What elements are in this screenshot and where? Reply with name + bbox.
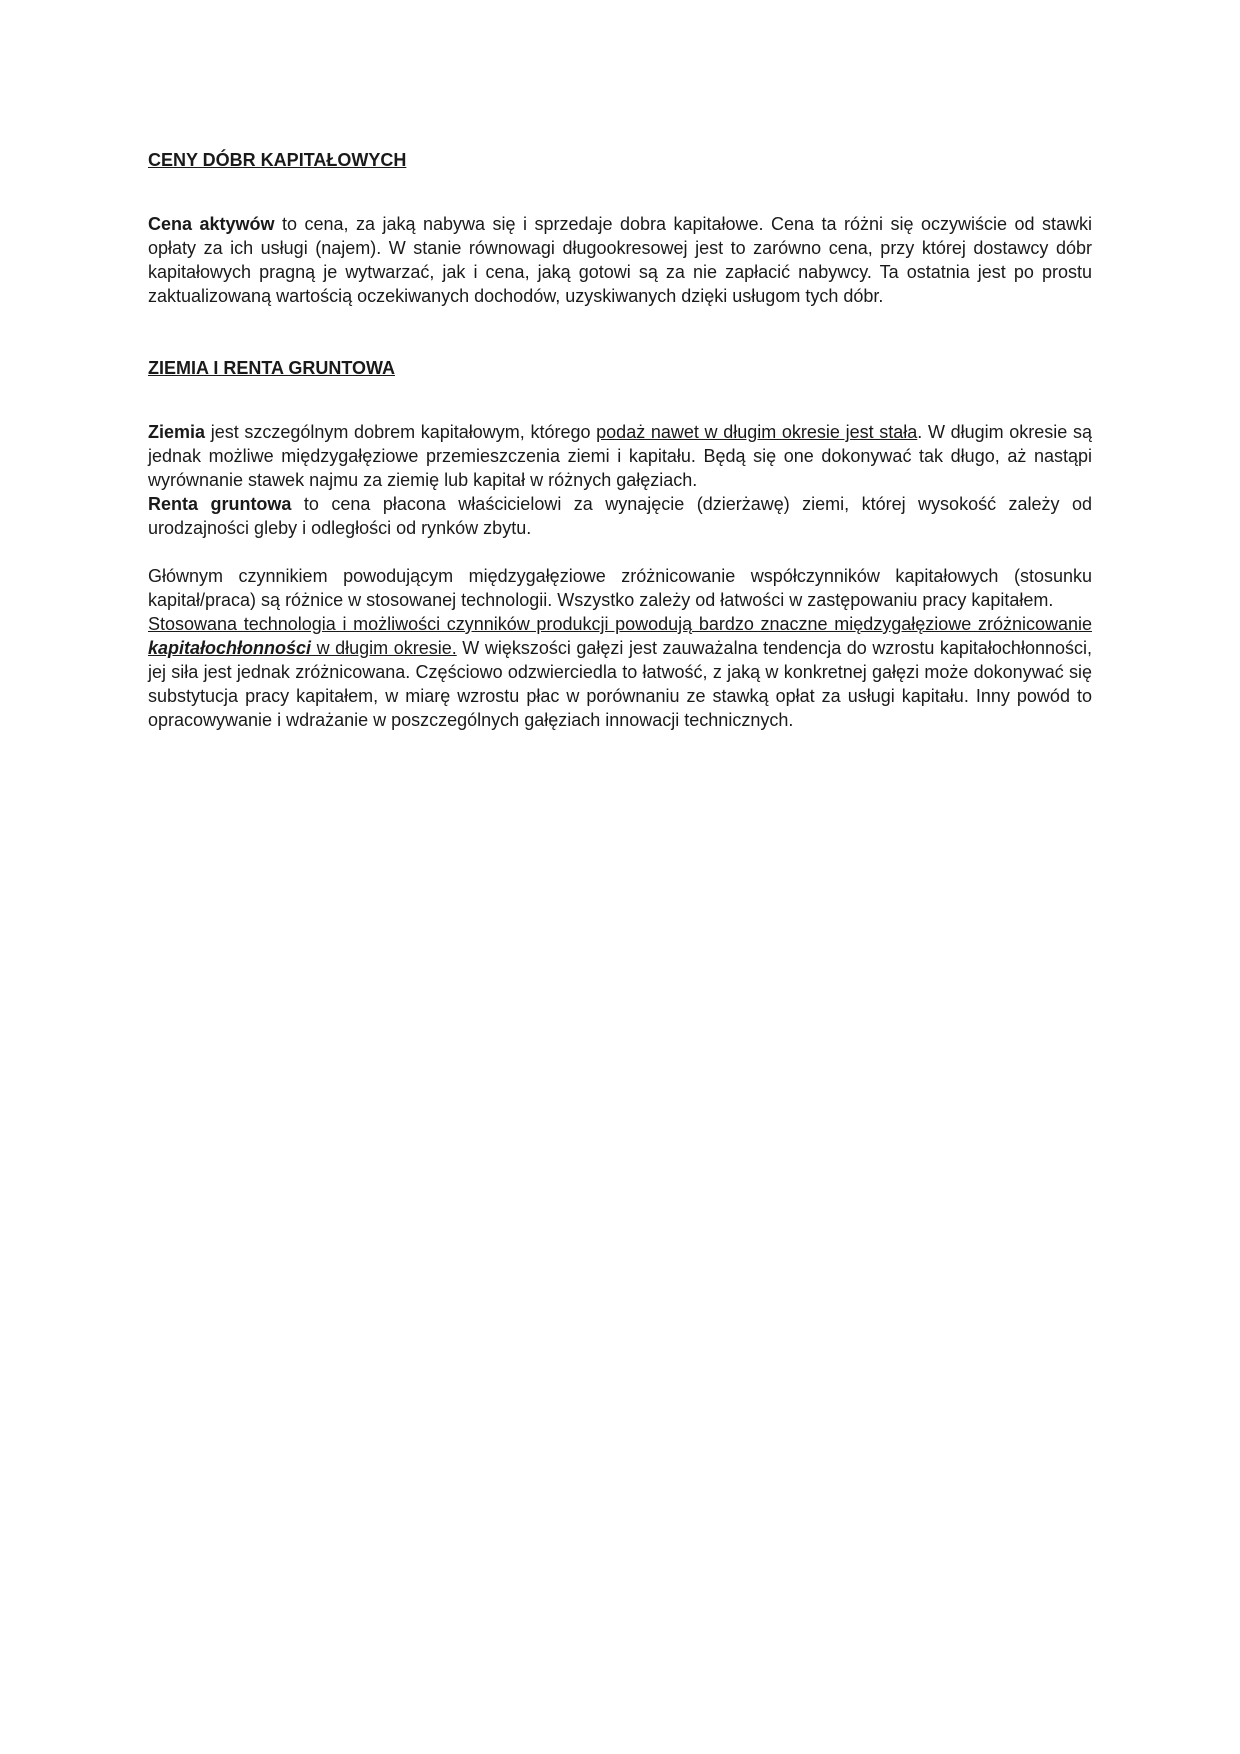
document-page [148,146,1092,732]
term-ground-rent: Renta gruntowa [148,494,292,514]
section-heading-capital-goods-prices: CENY DÓBR KAPITAŁOWYCH [148,150,407,170]
term-land: Ziemia [148,422,206,442]
paragraph-capital-coefficients [148,564,1092,732]
paragraph-capital-intensity-text: W większości gałęzi jest zauważalna tendencja do wzrostu kapitałochłonności, jej siła jest jednak zróżnicowana. Częściowo odzwierciedla to łatwość, z jaką w konkretnej gałęzi może dokonywać się substytucja pracy kapitałem, w miarę wzrostu płac w porównaniu ze stawką opłat za usługi kapitału. Inny powód to opracowywanie i wdrażanie w poszczególnych gałęziach innowacji technicznych. [148,638,1092,730]
section-heading-land-and-rent: ZIEMIA I RENTA GRUNTOWA [148,358,395,378]
paragraph-land-text-b: . W długim okresie są jednak możliwe międzygałęziowe przemieszczenia ziemi i kapitału. Będą się one dokonywać tak długo, aż nastąpi wyrównanie stawek najmu za ziemię lub kapitał w różnych gałęziach. [148,422,1092,490]
term-asset-price: Cena aktywów [148,214,275,234]
paragraph-asset-price [148,212,1092,308]
underlined-technology-a: Stosowana technologia i możliwości czynników produkcji powodują bardzo znaczne międzygałęziowe zróżnicowanie [148,614,1092,634]
underlined-fixed-supply: podaż nawet w długim okresie jest stała [596,422,918,442]
paragraph-land-text-a: jest szczególnym dobrem kapitałowym, którego [205,422,597,442]
paragraph-asset-price-text: to cena, za jaką nabywa się i sprzedaje dobra kapitałowe. Cena ta różni się oczywiście od stawki opłaty za ich usługi (najem). W stanie równowagi długookresowej jest to zarówno cena, przy której dostawcy dóbr kapitałowych pragną je wytwarzać, jak i cena, jaką gotowi są za nie zapłacić nabywcy. Ta ostatnia jest po prostu zaktualizowaną wartością oczekiwanych dochodów, uzyskiwanych dzięki usługom tych dóbr. [148,214,1092,306]
paragraph-capital-coefficients-text: Głównym czynnikiem powodującym międzygałęziowe zróżnicowanie współczynników kapitałowych (stosunku kapitał/praca) są różnice w stosowanej technologii. Wszystko zależy od łatwości w zastępowaniu pracy kapitałem. [148,566,1092,610]
term-capital-intensity: kapitałochłonności [148,638,312,658]
underlined-technology-b: w długim okresie. [311,638,457,658]
paragraph-land [148,420,1092,540]
paragraph-ground-rent-text: to cena płacona właścicielowi za wynajęcie (dzierżawę) ziemi, której wysokość zależy od urodzajności gleby i odległości od rynków zbytu. [148,494,1092,538]
